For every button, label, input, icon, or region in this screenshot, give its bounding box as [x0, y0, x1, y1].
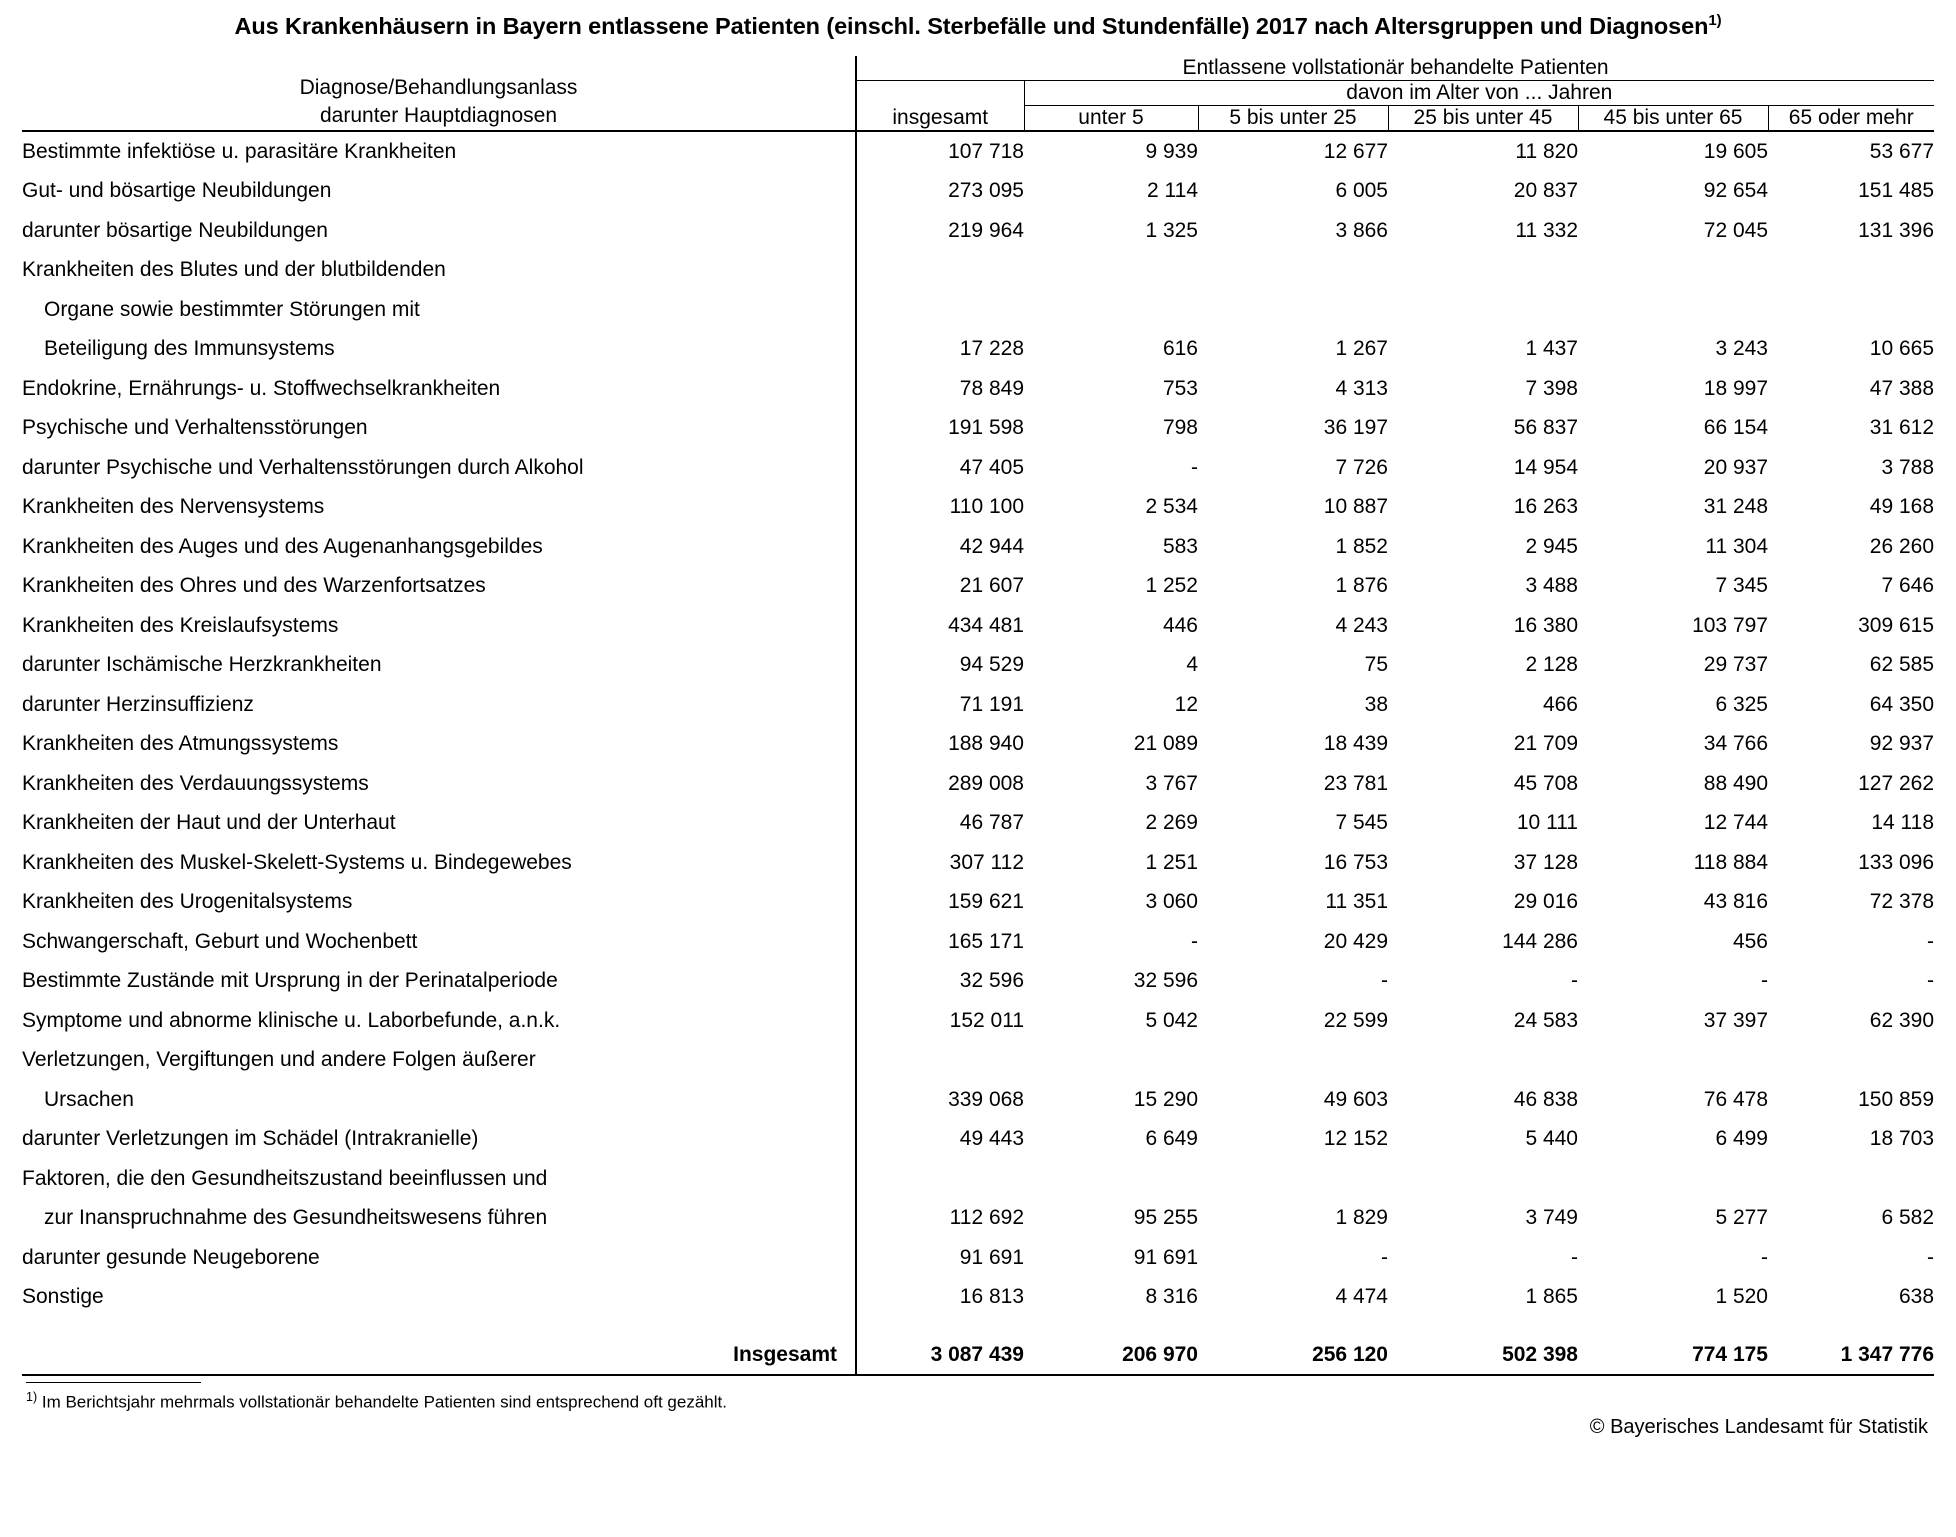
row-value: 92 937 — [1869, 732, 1935, 756]
row-value: 3 488 — [1525, 574, 1578, 598]
row-value: 11 820 — [1515, 139, 1578, 163]
footnote-text: Im Berichtsjahr mehrmals vollstationär behandelte Patienten sind entsprechend oft gezählt. — [41, 1392, 727, 1412]
row-label: Endokrine, Ernährungs- u. Stoffwechselkrankheiten — [22, 376, 501, 400]
row-value: 118 884 — [1693, 850, 1768, 874]
row-value: 11 332 — [1515, 218, 1578, 242]
row-value: 165 171 — [856, 922, 1024, 962]
row-value: 3 060 — [1145, 890, 1198, 914]
row-value: 14 954 — [1513, 455, 1578, 479]
table-row — [22, 606, 1934, 646]
row-value: 4 243 — [1335, 613, 1388, 637]
row-value: 47 388 — [1869, 376, 1935, 400]
row-value: 7 545 — [1335, 811, 1388, 835]
table-row — [22, 764, 1934, 804]
spacer-cell — [1024, 1317, 1198, 1331]
row-value: - — [1191, 455, 1198, 479]
row-value: 307 112 — [856, 843, 1024, 883]
row-value: 5 042 — [1145, 1008, 1198, 1032]
table-row — [22, 1080, 1934, 1120]
table-row — [22, 645, 1934, 685]
row-value: 2 534 — [1145, 495, 1198, 519]
row-value: 75 — [1364, 653, 1388, 677]
row-value: 15 290 — [1133, 1087, 1198, 1111]
row-value — [1024, 1159, 1198, 1199]
row-value: 289 008 — [856, 764, 1024, 804]
table-row — [22, 290, 1934, 330]
row-value — [1768, 290, 1934, 330]
row-value: 127 262 — [1858, 771, 1935, 795]
table-body — [22, 131, 1934, 1377]
row-value: - — [1571, 1245, 1578, 1269]
row-value: 21 709 — [1513, 732, 1578, 756]
row-value: 7 398 — [1525, 376, 1578, 400]
total-row-value: 1 347 776 — [1840, 1342, 1935, 1366]
row-value: 7 345 — [1715, 574, 1768, 598]
row-value: 1 437 — [1525, 337, 1578, 361]
row-value: 23 781 — [1323, 771, 1388, 795]
table-row — [22, 724, 1934, 764]
table-row — [22, 1277, 1934, 1317]
row-value: 219 964 — [856, 211, 1024, 251]
row-value: 339 068 — [856, 1080, 1024, 1120]
total-row-value: 256 120 — [1312, 1342, 1388, 1366]
spacer-cell — [1768, 1317, 1934, 1331]
row-value — [1578, 250, 1768, 290]
row-label: Krankheiten des Urogenitalsystems — [22, 890, 353, 914]
row-value: 10 887 — [1323, 495, 1388, 519]
table-row — [22, 408, 1934, 448]
spacer-cell — [22, 1317, 856, 1331]
row-value: 466 — [1542, 692, 1578, 716]
column-header-age-4: 65 oder mehr — [1768, 105, 1934, 131]
row-label: Bestimmte infektiöse u. parasitäre Krankheiten — [22, 139, 457, 163]
table-row — [22, 566, 1934, 606]
row-value: 6 649 — [1145, 1127, 1198, 1151]
table-row — [22, 1198, 1934, 1238]
table-row — [22, 329, 1934, 369]
row-label: Krankheiten des Verdauungssystems — [22, 771, 369, 795]
row-label: Sonstige — [22, 1285, 104, 1309]
row-value: 42 944 — [856, 527, 1024, 567]
row-value: 2 945 — [1525, 534, 1578, 558]
row-value: 21 607 — [856, 566, 1024, 606]
row-value — [1024, 250, 1198, 290]
row-value — [1198, 250, 1388, 290]
row-value: 638 — [1898, 1285, 1935, 1309]
row-label: darunter gesunde Neugeborene — [22, 1245, 320, 1269]
row-value — [1578, 290, 1768, 330]
total-row-value: 206 970 — [1122, 1342, 1198, 1366]
row-value: 37 128 — [1513, 850, 1578, 874]
row-value: 446 — [1162, 613, 1198, 637]
footnote-area — [22, 1382, 1934, 1438]
table-bottom-rule — [22, 1375, 1934, 1376]
copyright-notice: © Bayerisches Landesamt für Statistik — [1589, 1415, 1928, 1438]
row-label: darunter Verletzungen im Schädel (Intrakranielle) — [22, 1127, 479, 1151]
row-value: 49 168 — [1869, 495, 1935, 519]
row-value: 71 191 — [856, 685, 1024, 725]
row-value: 1 252 — [1145, 574, 1198, 598]
row-value — [1388, 290, 1578, 330]
row-value: 7 646 — [1881, 574, 1935, 598]
row-label: darunter Herzinsuffizienz — [22, 692, 254, 716]
row-label: Krankheiten des Ohres und des Warzenfortsatzes — [22, 574, 486, 598]
table-row — [22, 369, 1934, 409]
row-value: 9 939 — [1145, 139, 1198, 163]
row-value: 133 096 — [1858, 850, 1935, 874]
rule-cell — [1198, 1375, 1388, 1376]
row-value: 36 197 — [1323, 416, 1388, 440]
row-value: 3 243 — [1715, 337, 1768, 361]
table-row — [22, 487, 1934, 527]
row-value: - — [1761, 1245, 1768, 1269]
row-value: 64 350 — [1869, 692, 1935, 716]
table-row — [22, 1159, 1934, 1199]
row-value: - — [1927, 929, 1935, 953]
row-value: 5 440 — [1525, 1127, 1578, 1151]
row-value: 32 596 — [856, 961, 1024, 1001]
table-row — [22, 131, 1934, 172]
row-value: 21 089 — [1133, 732, 1198, 756]
row-value: 8 316 — [1145, 1285, 1198, 1309]
row-value: 20 429 — [1323, 929, 1388, 953]
row-value: 1 520 — [1715, 1285, 1768, 1309]
row-value: 22 599 — [1323, 1008, 1388, 1032]
row-value: 6 005 — [1335, 179, 1388, 203]
row-value: 94 529 — [856, 645, 1024, 685]
stub-header-line1: Diagnose/Behandlungsanlass — [299, 75, 578, 99]
row-value: 2 269 — [1145, 811, 1198, 835]
spacer-cell — [1388, 1317, 1578, 1331]
row-value: 20 837 — [1513, 179, 1578, 203]
row-value: 1 876 — [1335, 574, 1388, 598]
row-value: - — [1381, 969, 1388, 993]
row-label: Ursachen — [44, 1087, 134, 1111]
row-label: Krankheiten des Kreislaufsystems — [22, 613, 339, 637]
table-row — [22, 448, 1934, 488]
row-value — [856, 1040, 1024, 1080]
row-value: 456 — [1732, 929, 1768, 953]
footnote-rule — [26, 1382, 201, 1383]
row-value: 37 397 — [1703, 1008, 1768, 1032]
row-value: 753 — [1162, 376, 1198, 400]
row-value: 191 598 — [856, 408, 1024, 448]
row-value: 92 654 — [1703, 179, 1768, 203]
stub-header-line2: darunter Hauptdiagnosen — [319, 103, 557, 127]
row-value: 1 267 — [1335, 337, 1388, 361]
row-value: 76 478 — [1703, 1087, 1768, 1111]
row-value: 1 325 — [1145, 218, 1198, 242]
row-label: Krankheiten des Atmungssystems — [22, 732, 339, 756]
table-row — [22, 527, 1934, 567]
row-label: Organe sowie bestimmter Störungen mit — [44, 297, 420, 321]
rule-cell — [1388, 1375, 1578, 1376]
column-header-age-2: 25 bis unter 45 — [1388, 105, 1578, 131]
row-value: 18 439 — [1323, 732, 1388, 756]
row-value: 19 605 — [1703, 139, 1768, 163]
row-label: Faktoren, die den Gesundheitszustand beeinflussen und — [22, 1166, 548, 1190]
page-title-text: Aus Krankenhäusern in Bayern entlassene Patienten (einschl. Sterbefälle und Stundenfälle) 2017 nach Altersgruppen und Diagnosen — [234, 12, 1709, 39]
row-value: 62 390 — [1869, 1008, 1935, 1032]
row-value: 110 100 — [856, 487, 1024, 527]
row-value: 434 481 — [856, 606, 1024, 646]
spacer-row — [22, 1317, 1934, 1331]
row-value: 7 726 — [1335, 455, 1388, 479]
total-row-value: 3 087 439 — [856, 1331, 1024, 1376]
row-value — [1768, 1040, 1934, 1080]
spacer-cell — [1198, 1317, 1388, 1331]
stub-header — [22, 56, 856, 131]
row-label: darunter Ischämische Herzkrankheiten — [22, 653, 382, 677]
row-value: 66 154 — [1703, 416, 1768, 440]
column-header-age-3: 45 bis unter 65 — [1578, 105, 1768, 131]
row-label: darunter bösartige Neubildungen — [22, 218, 328, 242]
row-value: 2 128 — [1525, 653, 1578, 677]
row-value: 151 485 — [1858, 179, 1935, 203]
table-row — [22, 843, 1934, 883]
spacer-cell — [856, 1317, 1024, 1331]
total-row-value: 502 398 — [1502, 1342, 1578, 1366]
row-value: 188 940 — [856, 724, 1024, 764]
table-row — [22, 1040, 1934, 1080]
row-value: 10 665 — [1869, 337, 1935, 361]
rule-cell — [1024, 1375, 1198, 1376]
age-group-header: davon im Alter von ... Jahren — [1024, 80, 1934, 105]
row-value: 32 596 — [1133, 969, 1198, 993]
row-label: zur Inanspruchnahme des Gesundheitswesens führen — [44, 1206, 548, 1230]
row-value: 103 797 — [1692, 613, 1768, 637]
row-value: 583 — [1162, 534, 1198, 558]
row-label: Beteiligung des Immunsystems — [44, 337, 335, 361]
row-value: 72 378 — [1869, 890, 1935, 914]
row-value: 131 396 — [1858, 218, 1935, 242]
row-value — [856, 290, 1024, 330]
row-value: 159 621 — [856, 882, 1024, 922]
row-value: 616 — [1162, 337, 1198, 361]
row-value: 1 251 — [1145, 850, 1198, 874]
row-label: Krankheiten des Auges und des Augenanhangsgebildes — [22, 534, 543, 558]
row-value: 150 859 — [1858, 1087, 1935, 1111]
row-value: 4 — [1186, 653, 1198, 677]
row-label: Symptome und abnorme klinische u. Laborbefunde, a.n.k. — [22, 1008, 561, 1032]
total-row-value: 774 175 — [1692, 1342, 1768, 1366]
row-label: Psychische und Verhaltensstörungen — [22, 416, 368, 440]
table-row — [22, 171, 1934, 211]
table-row — [22, 803, 1934, 843]
row-value — [1024, 290, 1198, 330]
row-value: 45 708 — [1513, 771, 1578, 795]
row-value: 112 692 — [856, 1198, 1024, 1238]
row-value: 3 866 — [1335, 218, 1388, 242]
row-value: 88 490 — [1703, 771, 1768, 795]
row-value: 16 753 — [1323, 850, 1388, 874]
row-value: - — [1381, 1245, 1388, 1269]
row-value: 43 816 — [1703, 890, 1768, 914]
row-value — [1768, 250, 1934, 290]
row-value: 46 838 — [1513, 1087, 1578, 1111]
footnote — [22, 1390, 1934, 1413]
row-value: 16 813 — [856, 1277, 1024, 1317]
row-value: 6 325 — [1715, 692, 1768, 716]
row-value: 20 937 — [1703, 455, 1768, 479]
row-label: Krankheiten des Muskel-Skelett-Systems u. Bindegewebes — [22, 850, 572, 874]
row-label: Krankheiten der Haut und der Unterhaut — [22, 811, 396, 835]
row-value: 29 016 — [1513, 890, 1578, 914]
row-value: 4 313 — [1335, 376, 1388, 400]
column-header-age-0: unter 5 — [1024, 105, 1198, 131]
row-value: 12 744 — [1703, 811, 1768, 835]
row-value — [1198, 290, 1388, 330]
row-value: 144 286 — [1502, 929, 1578, 953]
row-value: 3 788 — [1881, 455, 1935, 479]
footnote-marker: 1) — [26, 1390, 38, 1405]
row-label: darunter Psychische und Verhaltensstörungen durch Alkohol — [22, 455, 584, 479]
row-value: 5 277 — [1715, 1206, 1768, 1230]
row-value — [1198, 1040, 1388, 1080]
row-value: 16 263 — [1513, 495, 1578, 519]
row-value — [1024, 1040, 1198, 1080]
row-value: 56 837 — [1513, 416, 1578, 440]
row-value: 12 — [1174, 692, 1198, 716]
table-row — [22, 922, 1934, 962]
table-row — [22, 685, 1934, 725]
column-header-total: insgesamt — [856, 80, 1024, 131]
row-value: 47 405 — [856, 448, 1024, 488]
row-value: 26 260 — [1869, 534, 1935, 558]
total-row-label: Insgesamt — [733, 1342, 837, 1366]
row-value: 72 045 — [1703, 218, 1768, 242]
table-row — [22, 211, 1934, 251]
table-row — [22, 961, 1934, 1001]
row-value — [1578, 1159, 1768, 1199]
row-value: 16 380 — [1513, 613, 1578, 637]
row-value: 91 691 — [1133, 1245, 1198, 1269]
title-footnote-marker: 1) — [1708, 12, 1722, 29]
row-value: 4 474 — [1335, 1285, 1388, 1309]
row-value: 3 749 — [1525, 1206, 1578, 1230]
table-total-row — [22, 1331, 1934, 1376]
row-value: - — [1191, 929, 1198, 953]
row-value: 18 997 — [1703, 376, 1768, 400]
row-value: 6 499 — [1715, 1127, 1768, 1151]
rule-cell — [1768, 1375, 1934, 1376]
row-value: 11 304 — [1705, 534, 1768, 558]
table-header — [22, 56, 1934, 131]
spacer-cell — [1578, 1317, 1768, 1331]
rule-cell — [22, 1375, 856, 1376]
row-value: 798 — [1162, 416, 1198, 440]
statistics-table — [22, 56, 1934, 1377]
row-value: 17 228 — [856, 329, 1024, 369]
row-value: 12 152 — [1323, 1127, 1388, 1151]
row-value — [1388, 1040, 1578, 1080]
row-value: 1 852 — [1335, 534, 1388, 558]
row-value: 53 677 — [1869, 139, 1935, 163]
row-value: 38 — [1364, 692, 1388, 716]
row-value: 309 615 — [1858, 613, 1935, 637]
row-value: 49 443 — [856, 1119, 1024, 1159]
table-row — [22, 1001, 1934, 1041]
row-value: 12 677 — [1323, 139, 1388, 163]
row-value: 1 865 — [1525, 1285, 1578, 1309]
row-label: Schwangerschaft, Geburt und Wochenbett — [22, 929, 418, 953]
row-value — [1388, 1159, 1578, 1199]
table-row — [22, 250, 1934, 290]
rule-cell — [856, 1375, 1024, 1376]
row-value: 107 718 — [856, 131, 1024, 172]
row-value: 152 011 — [856, 1001, 1024, 1041]
row-value: 95 255 — [1133, 1206, 1198, 1230]
table-row — [22, 1119, 1934, 1159]
row-value: 34 766 — [1703, 732, 1768, 756]
row-value: 273 095 — [856, 171, 1024, 211]
row-value: 91 691 — [856, 1238, 1024, 1278]
table-row — [22, 1238, 1934, 1278]
row-value: 31 248 — [1703, 495, 1768, 519]
row-value: 29 737 — [1703, 653, 1768, 677]
row-value: - — [1927, 969, 1935, 993]
row-value: 2 114 — [1147, 179, 1198, 203]
row-value: 49 603 — [1323, 1087, 1388, 1111]
column-header-age-1: 5 bis unter 25 — [1198, 105, 1388, 131]
page-title — [22, 0, 1934, 56]
row-value — [856, 250, 1024, 290]
row-label: Krankheiten des Blutes und der blutbildenden — [22, 258, 446, 282]
row-value: 11 351 — [1325, 890, 1388, 914]
row-label: Krankheiten des Nervensystems — [22, 495, 325, 519]
row-value: 18 703 — [1869, 1127, 1935, 1151]
row-value: 14 118 — [1871, 811, 1935, 835]
row-value: 10 111 — [1516, 811, 1578, 835]
row-label: Verletzungen, Vergiftungen und andere Folgen äußerer — [22, 1048, 536, 1072]
group-header: Entlassene vollstationär behandelte Patienten — [856, 56, 1934, 81]
row-label: Bestimmte Zustände mit Ursprung in der Perinatalperiode — [22, 969, 558, 993]
row-value — [1768, 1159, 1934, 1199]
row-value: 1 829 — [1335, 1206, 1388, 1230]
row-value — [1578, 1040, 1768, 1080]
row-value: - — [1761, 969, 1768, 993]
row-label: Gut- und bösartige Neubildungen — [22, 179, 332, 203]
row-value — [1198, 1159, 1388, 1199]
rule-cell — [1578, 1375, 1768, 1376]
row-value: 31 612 — [1869, 416, 1935, 440]
table-row — [22, 882, 1934, 922]
row-value: 3 767 — [1145, 771, 1198, 795]
row-value — [1388, 250, 1578, 290]
row-value: 78 849 — [856, 369, 1024, 409]
row-value: 46 787 — [856, 803, 1024, 843]
row-value: - — [1571, 969, 1578, 993]
row-value — [856, 1159, 1024, 1199]
row-value: 62 585 — [1869, 653, 1935, 677]
row-value: 24 583 — [1513, 1008, 1578, 1032]
row-value: 6 582 — [1881, 1206, 1935, 1230]
row-value: - — [1927, 1245, 1935, 1269]
